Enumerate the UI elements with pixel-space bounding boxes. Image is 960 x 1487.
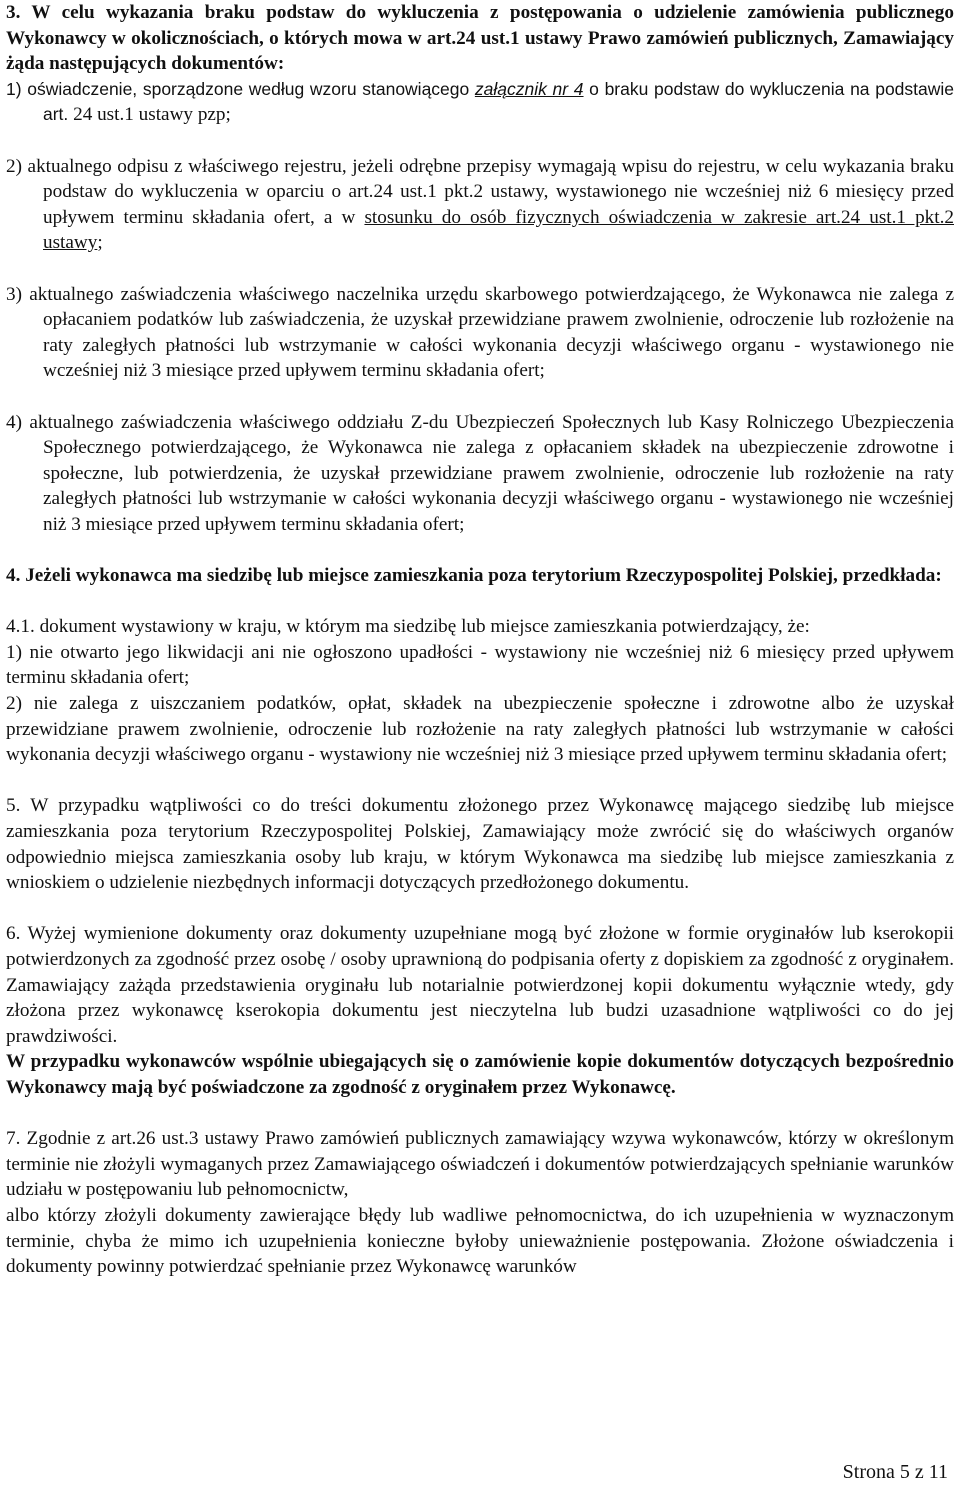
page-number: Strona 5 z 11	[842, 1461, 948, 1483]
section-4-heading: 4. Jeżeli wykonawca ma siedzibę lub miejsce zamieszkania poza terytorium Rzeczypospolitej Polskiej, przedkłada:	[6, 565, 942, 587]
section-4-1-intro: 4.1. dokument wystawiony w kraju, w którym ma siedzibę lub miejsce zamieszkania potwierdzający, że:	[6, 616, 810, 638]
section-7-line-1: 7. Zgodnie z art.26 ust.3 ustawy Prawo zamówień publicznych zamawiający wzywa wykonawców, którzy w określonym terminie nie złożyli wymaganych przez Zamawiającego oświadczeń i dokumentów potwierdzających spełnianie warunków udziału w postępowaniu lub pełnomocnictw,	[6, 1128, 954, 1201]
section-6-bold: W przypadku wykonawców wspólnie ubiegających się o zamówienie kopie dokumentów dotyczących bezpośrednio Wykonawcy mają być poświadczone za zgodność z oryginałem przez Wykonawcę.	[6, 1051, 954, 1098]
section-4-1-point-2: 2) nie zalega z uiszczaniem podatków, opłat, składek na ubezpieczenie społeczne i zdrowotne albo że uzyskał przewidziane prawem zwolnienie, odroczenie lub rozłożenie na raty zaległych płatności lub wstrzymanie w całości wykonania decyzji właściwego organu - wystawiony nie wcześniej niż 3 miesiące przed upływem terminu składania ofert;	[6, 693, 954, 766]
spacer	[6, 128, 954, 154]
item-1-suffix: 24 ust.1 ustawy pzp;	[73, 104, 231, 126]
section-4-1-point-1: 1) nie otwarto jego likwidacji ani nie ogłoszono upadłości - wystawiony nie wcześniej niż 6 miesięcy przed upływem terminu składania ofert;	[6, 641, 954, 689]
spacer	[6, 896, 954, 922]
section-3-item-1	[6, 77, 954, 128]
section-3-item-4: 4) aktualnego zaświadczenia właściwego oddziału Z-du Ubezpieczeń Społecznych lub Kasy Rolniczego Ubezpieczenia Społecznego potwierdzającego, że Wykonawca nie zalega z opłacaniem składek na ubezpieczenie zdrowotne i społeczne, lub potwierdzenia, że uzyskał przewidziane prawem zwolnienie, odroczenie lub rozłożenie na raty zaległych płatności lub wstrzymanie w całości wykonania decyzji właściwego organu - wystawionego nie wcześniej niż 3 miesiące przed upływem terminu składania ofert;	[6, 411, 954, 535]
item-1-prefix: 1) oświadczenie, sporządzone według wzoru stanowiącego	[6, 78, 470, 99]
section-6-text: 6. Wyżej wymienione dokumenty oraz dokumenty uzupełniane mogą być złożone w formie oryginałów lub kserokopii potwierdzonych za zgodność przez osobę / osoby uprawnioną do podpisania oferty z dopiskiem za zgodność z oryginałem. Zamawiający zażąda przedstawienia oryginału lub notarialnie potwierdzonej kopii dokumentu wyłącznie wtedy, gdy złożona przez wykonawcę kserokopia dokumentu jest nieczytelna lub budzi uzasadnione wątpliwości co do jej prawdziwości.	[6, 923, 954, 1047]
spacer	[6, 537, 954, 563]
item-2-end: ;	[97, 232, 103, 254]
item-2-main: 2) aktualnego odpisu z właściwego rejestru, jeżeli odrębne przepisy wymagają wpisu do rejestru, w celu wykazania braku podstaw do wykluczenia w oparciu o art.24 ust.1 pkt.2 ustawy, wystawionego nie wcześniej niż 6 miesięcy przed upływem terminu składania ofert, a w	[6, 155, 954, 228]
document-page	[6, 0, 954, 1280]
section-3-item-2	[6, 154, 954, 256]
attachment-4-link[interactable]: załącznik nr 4	[474, 78, 584, 99]
item-2-underlined: stosunku do osób fizycznych oświadczenia w zakresie art.24 ust.1 pkt.2 ustawy	[43, 206, 954, 254]
spacer	[6, 768, 954, 794]
item-1-mid: o braku podstaw do wykluczenia na podstawie art.	[43, 78, 955, 125]
spacer	[6, 589, 954, 615]
section-7-line-2: albo którzy złożyli dokumenty zawierające błędy lub wadliwe pełnomocnictwa, do ich uzupełnienia w wyznaczonym terminie, chyba że mimo ich uzupełnienia konieczne byłoby unieważnienie postępowania. Złożone oświadczenia i dokumenty powinny potwierdzać spełnianie przez Wykonawcę warunków	[6, 1204, 954, 1278]
spacer	[6, 384, 954, 410]
section-5: 5. W przypadku wątpliwości co do treści dokumentu złożonego przez Wykonawcę mającego siedzibę lub miejsce zamieszkania poza terytorium Rzeczypospolitej Polskiej, Zamawiający może zwrócić się do właściwych organów odpowiednio miejsca zamieszkania osoby lub kraju, w którym Wykonawca ma siedzibę lub miejsce zamieszkania z wnioskiem o udzielenie niezbędnych informacji dotyczących przedłożonego dokumentu.	[6, 795, 954, 894]
section-3-item-3: 3) aktualnego zaświadczenia właściwego naczelnika urzędu skarbowego potwierdzającego, że Wykonawca nie zalega z opłacaniem podatków lub zaświadczenia, że uzyskał przewidziane prawem zwolnienie, odroczenie lub rozłożenie na raty zaległych płatności lub wstrzymanie w całości wykonania decyzji właściwego organu - wystawionego nie wcześniej niż 3 miesiące przed upływem terminu składania ofert;	[6, 283, 954, 382]
spacer	[6, 1101, 954, 1127]
section-3-heading: 3. W celu wykazania braku podstaw do wykluczenia z postępowania o udzielenie zamówienia publicznego Wykonawcy w okolicznościach, o których mowa w art.24 ust.1 ustawy Prawo zamówień publicznych, Zamawiający żąda następujących dokumentów:	[6, 2, 954, 75]
spacer	[6, 256, 954, 282]
